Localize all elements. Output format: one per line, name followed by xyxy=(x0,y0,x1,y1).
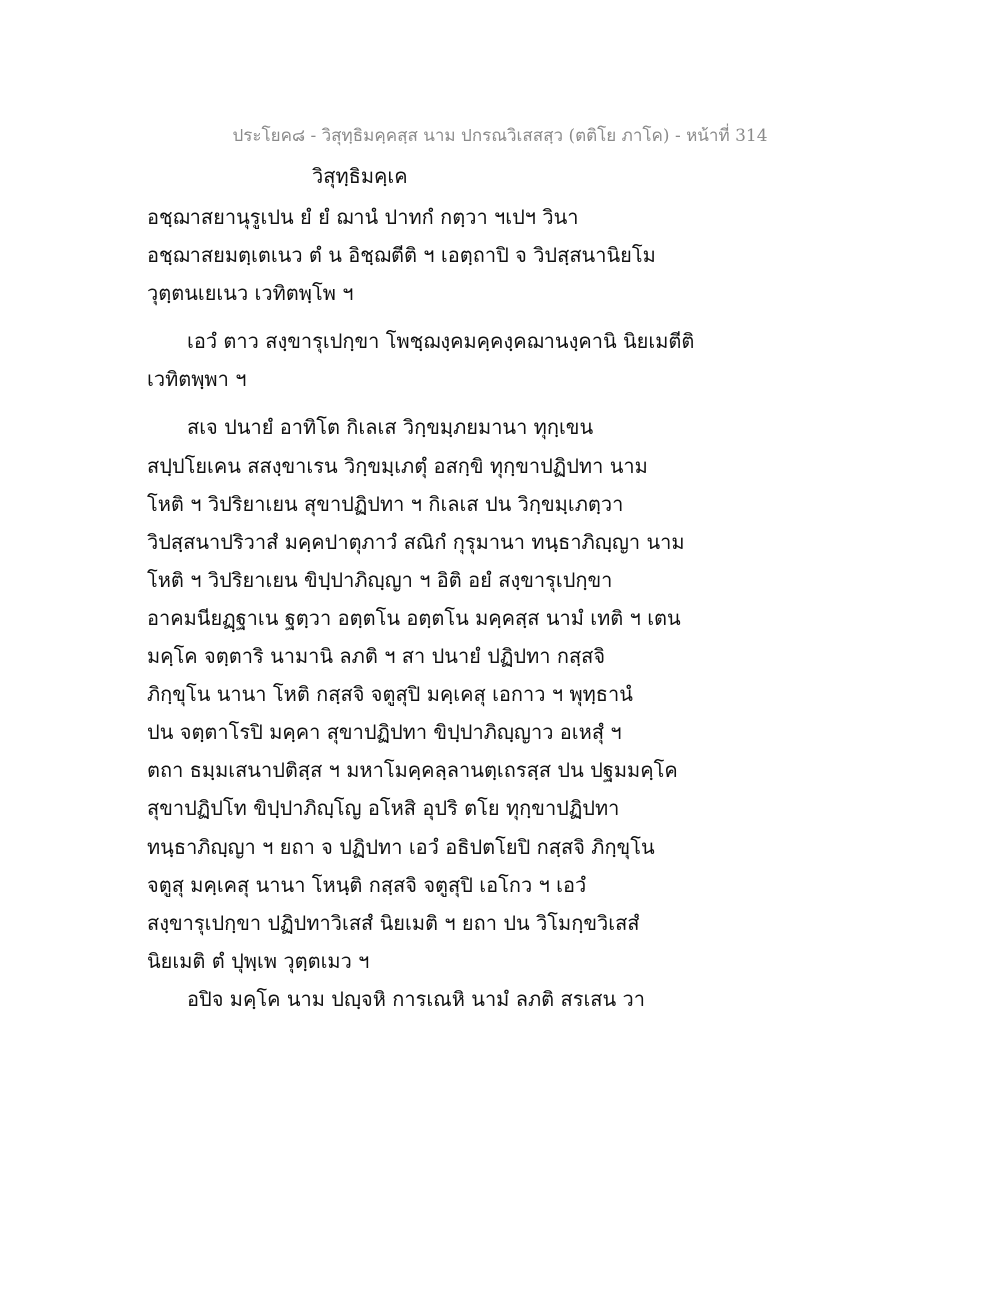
text-line: อาคมนียฏฺฐาเน ฐตฺวา อตฺตโน อตฺตโน มคฺคสฺส นามํ เทติ ฯ เตน xyxy=(147,605,681,630)
text-line: วุตฺตนเยเนว เวทิตพฺโพ ฯ xyxy=(147,281,354,306)
paragraph-start-line: อปิจ มคฺโค นาม ปญฺจหิ การเณหิ นามํ ลภติ สรเสน วา xyxy=(187,986,645,1011)
paragraph-start-line: เอวํ ตาว สงฺขารุเปกฺขา โพชฺฌงฺคมคฺคงฺคฌานงฺคานิ นิยเมตีติ xyxy=(187,329,695,354)
paragraph-start-line: สเจ ปนายํ อาทิโต กิเลเส วิกฺขมฺภยมานา ทุกฺเขน xyxy=(187,415,594,440)
running-header: ประโยค๘ - วิสุทฺธิมคฺคสฺส นาม ปกรณวิเสสสฺว (ตติโย ภาโค) - หน้าที่ 314 xyxy=(232,126,768,146)
text-line: มคฺโค จตฺตาริ นามานิ ลภติ ฯ สา ปนายํ ปฏิปทา กสฺสจิ xyxy=(147,644,606,669)
body-text xyxy=(147,198,867,1018)
text-line: เวทิตพฺพา ฯ xyxy=(147,367,247,392)
text-line: นิยเมติ ตํ ปุพฺเพ วุตฺตเมว ฯ xyxy=(147,948,370,973)
text-line: ตถา ธมฺมเสนาปติสฺส ฯ มหาโมคฺคลฺลานตฺเถรสฺส ปน ปฐมมคฺโค xyxy=(147,758,678,783)
text-line: จตูสุ มคฺเคสุ นานา โหนฺติ กสฺสจิ จตูสุปิ เอโกว ฯ เอวํ xyxy=(147,872,587,897)
text-line: วิปสฺสนาปริวาสํ มคฺคปาตุภาวํ สณิกํ กุรุมานา ทนฺธาภิญฺญา นาม xyxy=(147,529,685,554)
text-line: ปน จตฺตาโรปิ มคฺคา สุขาปฏิปทา ขิปฺปาภิญฺญาว อเหสุํ ฯ xyxy=(147,720,622,745)
text-line: สงฺขารุเปกฺขา ปฏิปทาวิเสสํ นิยเมติ ฯ ยถา ปน วิโมกฺขวิเสสํ xyxy=(147,910,640,935)
text-line: โหติ ฯ วิปริยาเยน ขิปฺปาภิญฺญา ฯ อิติ อยํ สงฺขารุเปกฺขา xyxy=(147,567,613,592)
text-line: อชฺฌาสยมตฺเตเนว ตํ น อิชฺฌตีติ ฯ เอตฺถาปิ จ วิปสฺสนานิยโม xyxy=(147,243,656,268)
text-line: สปฺปโยเคน สสงฺขาเรน วิกฺขมฺเภตุํ อสกฺขิ ทุกฺขาปฏิปทา นาม xyxy=(147,453,648,478)
text-line: สุขาปฏิปโท ขิปฺปาภิญฺโญ อโหสิ อุปริ ตโย ทุกฺขาปฏิปทา xyxy=(147,796,620,821)
text-line: ทนฺธาภิญฺญา ฯ ยถา จ ปฏิปทา เอวํ อธิปตโยปิ กสฺสจิ ภิกฺขุโน xyxy=(147,834,655,859)
text-line: ภิกฺขุโน นานา โหติ กสฺสจิ จตูสุปิ มคฺเคสุ เอกาว ฯ พุทฺธานํ xyxy=(147,682,633,707)
text-line: อชฺฌาสยานุรูเปน ยํ ยํ ฌานํ ปาทกํ กตฺวา ฯเปฯ วินา xyxy=(147,205,579,229)
text-line: โหติ ฯ วิปริยาเยน สุขาปฏิปทา ฯ กิเลเส ปน วิกฺขมฺเภตฺวา xyxy=(147,491,624,516)
chapter-title: วิสุทฺธิมคฺเค xyxy=(312,164,408,188)
